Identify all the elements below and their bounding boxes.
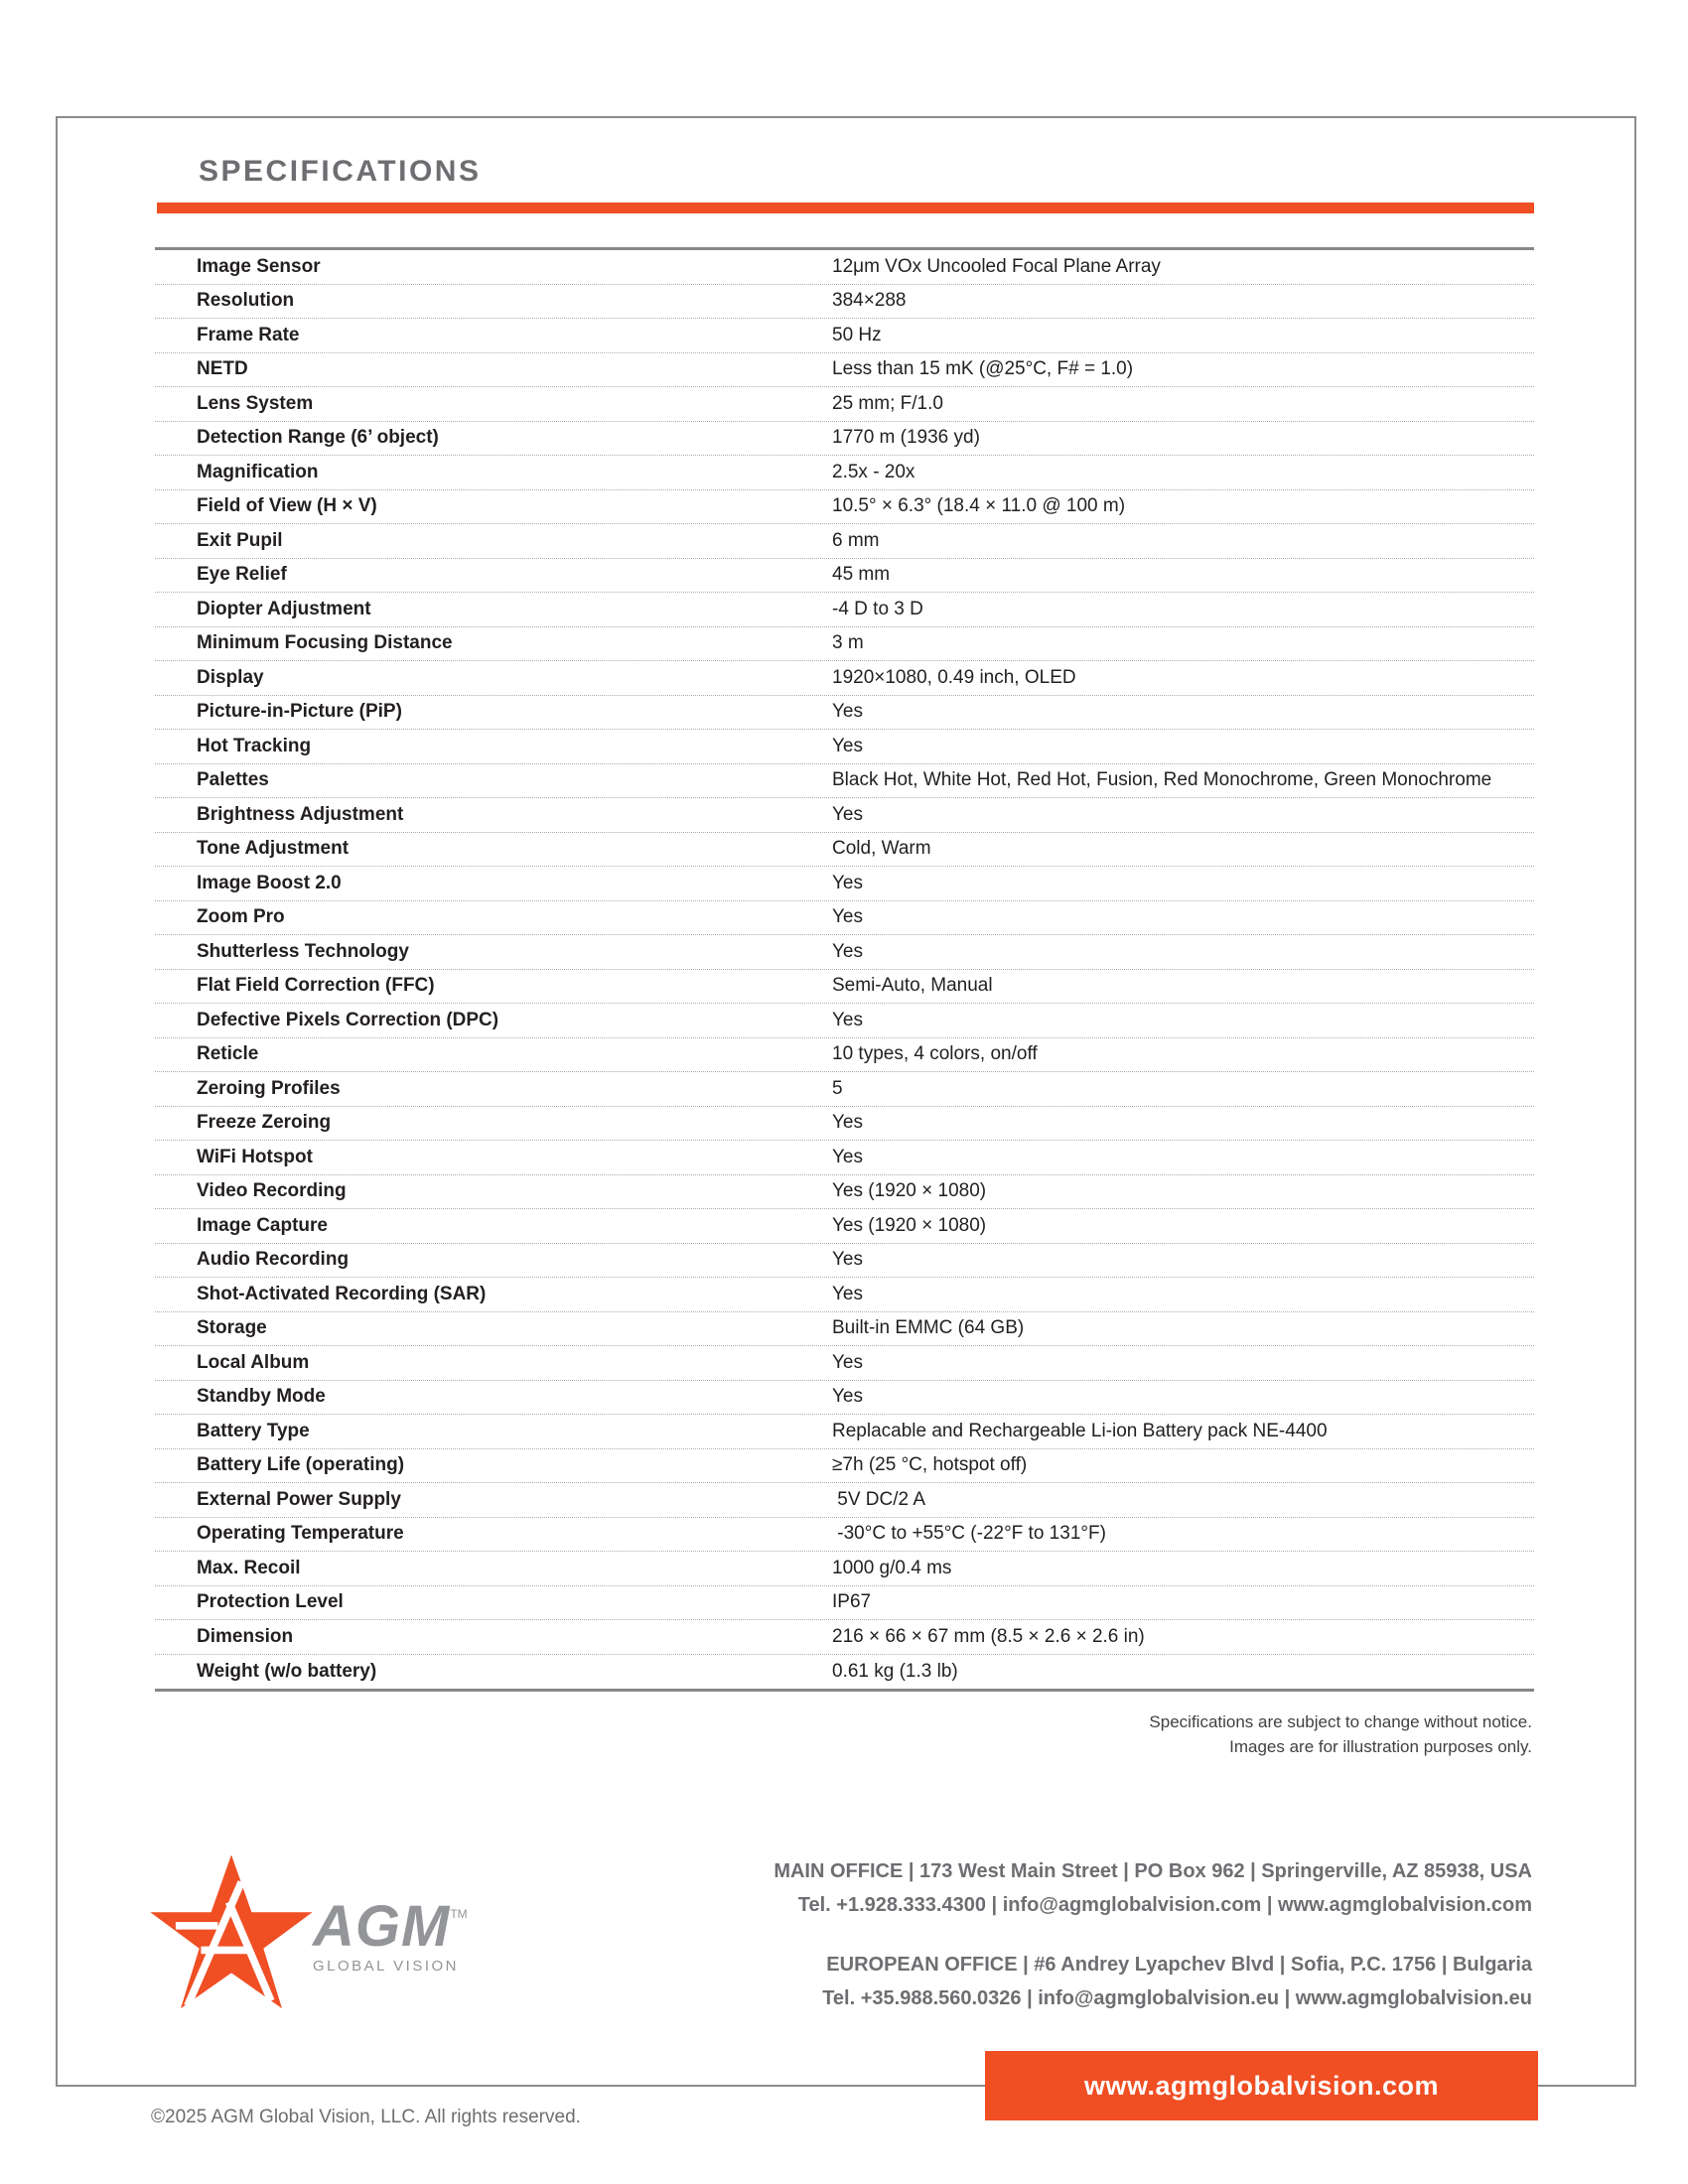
spec-label: Image Boost 2.0 [197,872,342,893]
spec-row [155,1038,1534,1073]
spec-row [155,696,1534,731]
spec-label: Protection Level [197,1591,344,1613]
spec-label: Defective Pixels Correction (DPC) [197,1009,499,1030]
spec-row [155,1244,1534,1279]
spec-row [155,1209,1534,1244]
spec-value: Cold, Warm [832,838,931,860]
spec-row [155,490,1534,525]
title-accent-bar [157,203,1534,213]
spec-value: 12μm VOx Uncooled Focal Plane Array [832,255,1161,277]
spec-row [155,319,1534,353]
spec-row [155,798,1534,833]
spec-value: Yes [832,940,863,962]
spec-row [155,1655,1534,1690]
spec-label: Field of View (H × V) [197,495,377,517]
spec-label: Picture-in-Picture (PiP) [197,701,402,723]
spec-label: Video Recording [197,1180,347,1202]
spec-label: Flat Field Correction (FFC) [197,975,435,997]
spec-label: Shutterless Technology [197,940,409,962]
spec-label: Brightness Adjustment [197,803,404,825]
spec-value: Yes [832,1283,863,1304]
spec-label: Shot-Activated Recording (SAR) [197,1283,487,1304]
spec-value: Yes [832,872,863,893]
spec-value: 216 × 66 × 67 mm (8.5 × 2.6 × 2.6 in) [832,1625,1145,1647]
brand-text: AGM [313,1894,451,1959]
spec-label: Audio Recording [197,1249,350,1271]
spec-label: Zoom Pro [197,906,285,928]
spec-value: Black Hot, White Hot, Red Hot, Fusion, Red Monochrome, Green Monochrome [832,769,1492,791]
spec-row [155,970,1534,1005]
spec-label: NETD [197,358,248,380]
spec-value: ≥7h (25 °C, hotspot off) [832,1454,1028,1476]
spec-value: 10.5° × 6.3° (18.4 × 11.0 @ 100 m) [832,495,1126,517]
spec-value: Yes (1920 × 1080) [832,1180,987,1202]
spec-row [155,353,1534,388]
spec-row [155,833,1534,868]
spec-value: 3 m [832,632,864,654]
spec-label: Battery Type [197,1420,310,1441]
spec-row [155,1483,1534,1518]
spec-value: 0.61 kg (1.3 lb) [832,1660,958,1682]
spec-value: Yes [832,1146,863,1167]
spec-row [155,1312,1534,1347]
spec-row [155,901,1534,936]
page-title: SPECIFICATIONS [199,155,482,188]
spec-label: Operating Temperature [197,1523,404,1545]
spec-value: -30°C to +55°C (-22°F to 131°F) [832,1523,1106,1545]
spec-row [155,1072,1534,1107]
spec-label: Eye Relief [197,564,287,586]
office-address-line: EUROPEAN OFFICE | #6 Andrey Lyapchev Blvd | Sofia, P.C. 1756 | Bulgaria [826,1954,1532,1976]
spec-label: Weight (w/o battery) [197,1660,377,1682]
spec-label: Lens System [197,392,314,414]
spec-table [155,247,1534,1692]
spec-row [155,764,1534,799]
spec-label: Magnification [197,461,319,482]
spec-label: Standby Mode [197,1386,326,1408]
agm-wordmark [313,1894,468,1975]
spec-value: 1920×1080, 0.49 inch, OLED [832,666,1076,688]
spec-label: Frame Rate [197,324,300,345]
spec-label: Local Album [197,1351,310,1373]
spec-label: Diopter Adjustment [197,598,371,619]
office-european [822,1948,1532,2015]
spec-label: Minimum Focusing Distance [197,632,453,654]
spec-value: -4 D to 3 D [832,598,923,619]
spec-value: Yes [832,735,863,756]
spec-row [155,1620,1534,1655]
spec-row [155,1141,1534,1175]
spec-row [155,867,1534,901]
spec-row [155,387,1534,422]
spec-label: Max. Recoil [197,1557,301,1578]
spec-row [155,661,1534,696]
spec-value: Yes [832,1009,863,1030]
spec-label: Tone Adjustment [197,838,350,860]
website-link[interactable]: www.agmglobalvision.com [1083,2070,1440,2101]
spec-value: 5V DC/2 A [832,1488,925,1510]
spec-row [155,250,1534,285]
spec-label: Exit Pupil [197,529,283,551]
spec-value: Yes [832,701,863,723]
spec-value: Replacable and Rechargeable Li-ion Battery pack NE-4400 [832,1420,1328,1441]
spec-label: Hot Tracking [197,735,312,756]
agm-logo [147,1848,485,2022]
spec-row [155,524,1534,559]
website-banner[interactable] [985,2051,1538,2120]
spec-label: Resolution [197,290,295,312]
spec-value: 1770 m (1936 yd) [832,427,980,449]
spec-row [155,456,1534,490]
spec-value: 2.5x - 20x [832,461,915,482]
spec-label: Dimension [197,1625,294,1647]
spec-value: Yes [832,1249,863,1271]
spec-label: WiFi Hotspot [197,1146,313,1167]
spec-row [155,593,1534,627]
spec-value: Yes [832,1351,863,1373]
spec-row [155,1586,1534,1621]
copyright-text: ©2025 AGM Global Vision, LLC. All rights reserved. [151,2107,581,2127]
office-contact-line: Tel. +1.928.333.4300 | info@agmglobalvision.com | www.agmglobalvision.com [797,1894,1532,1916]
spec-label: Reticle [197,1043,259,1065]
spec-value: Yes [832,1386,863,1408]
spec-row [155,1449,1534,1484]
spec-value: Built-in EMMC (64 GB) [832,1317,1025,1339]
spec-row [155,1518,1534,1553]
spec-row [155,559,1534,594]
spec-label: Freeze Zeroing [197,1112,332,1134]
spec-label: Image Sensor [197,255,321,277]
spec-row [155,1175,1534,1210]
spec-value: Yes [832,803,863,825]
spec-row [155,1415,1534,1449]
office-main [774,1854,1532,1922]
note-line: Images are for illustration purposes only. [1229,1737,1532,1756]
spec-label: Palettes [197,769,269,791]
office-contact-line: Tel. +35.988.560.0326 | info@agmglobalvision.eu | www.agmglobalvision.eu [822,1987,1532,2009]
note-line: Specifications are subject to change without notice. [1149,1712,1532,1731]
spec-value: IP67 [832,1591,872,1613]
notes [1149,1709,1532,1759]
spec-row [155,285,1534,320]
spec-value: 45 mm [832,564,891,586]
spec-row [155,422,1534,457]
spec-label: Image Capture [197,1214,328,1236]
spec-value: 384×288 [832,290,907,312]
spec-row [155,627,1534,662]
spec-value: 6 mm [832,529,880,551]
spec-row [155,730,1534,764]
spec-value: 1000 g/0.4 ms [832,1557,952,1578]
spec-value: Less than 15 mK (@25°C, F# = 1.0) [832,358,1134,380]
spec-row [155,1107,1534,1142]
spec-value: Yes (1920 × 1080) [832,1214,987,1236]
spec-label: Zeroing Profiles [197,1077,341,1099]
spec-value: 5 [832,1077,843,1099]
spec-value: 50 Hz [832,324,882,345]
spec-value: 10 types, 4 colors, on/off [832,1043,1038,1065]
spec-value: Semi-Auto, Manual [832,975,993,997]
spec-value: 25 mm; F/1.0 [832,392,943,414]
spec-row [155,935,1534,970]
spec-row [155,1552,1534,1586]
spec-value: Yes [832,906,863,928]
agm-tagline: GLOBAL VISION [313,1958,459,1975]
trademark-symbol: TM [450,1907,468,1921]
spec-label: Battery Life (operating) [197,1454,405,1476]
spec-row [155,1346,1534,1381]
agm-star-icon [147,1850,316,2021]
spec-label: External Power Supply [197,1488,401,1510]
spec-row [155,1278,1534,1312]
spec-label: Display [197,666,264,688]
spec-row [155,1004,1534,1038]
spec-label: Detection Range (6’ object) [197,427,439,449]
office-address-line: MAIN OFFICE | 173 West Main Street | PO Box 962 | Springerville, AZ 85938, USA [774,1860,1532,1882]
spec-row [155,1381,1534,1416]
spec-value: Yes [832,1112,863,1134]
spec-label: Storage [197,1317,267,1339]
